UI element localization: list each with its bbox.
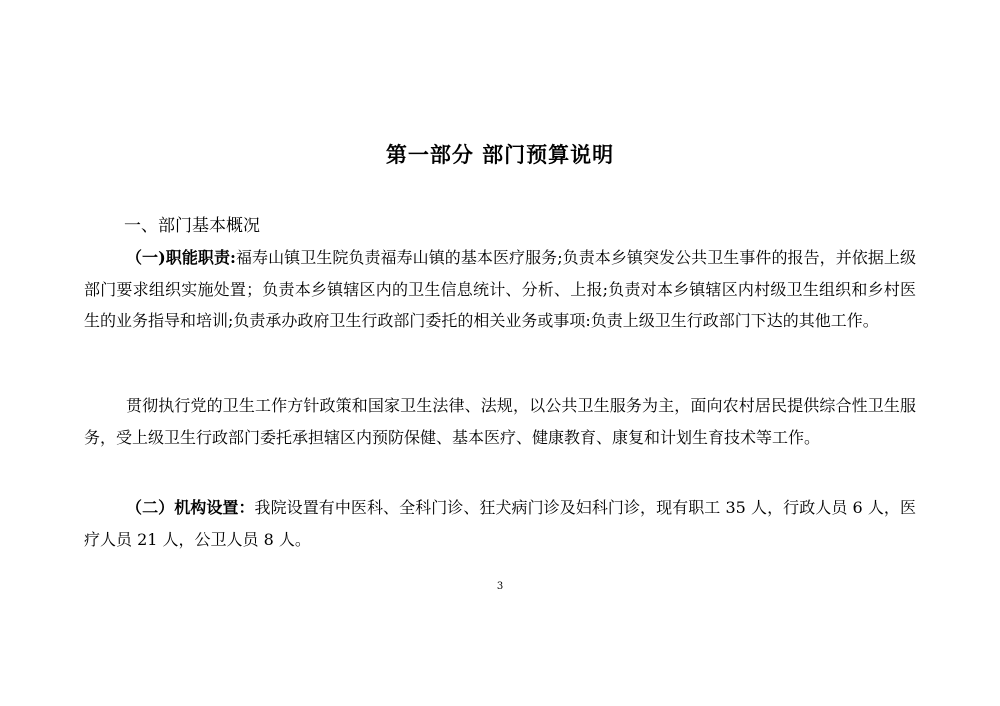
duties-text: 福寿山镇卫生院负责福寿山镇的基本医疗服务;负责本乡镇突发公共卫生事件的报告，并依据上级部门要求组织实施处置；负责本乡镇辖区内的卫生信息统计、分析、上报;负责对本乡镇辖区内村级卫生组织和乡村医生的业务指导和培训;负责承办政府卫生行政部门委托的相关业务或事项:负责上级卫生行政部门下达的其他工作。 (84, 248, 916, 330)
organization-text: 我院设置有中医科、全科门诊、狂犬病门诊及妇科门诊，现有职工 35 人，行政人员 6 人，医疗人员 21 人，公卫人员 8 人。 (84, 498, 916, 549)
policy-text: 贯彻执行党的卫生工作方针政策和国家卫生法律、法规，以公共卫生服务为主，面向农村居民提供综合性卫生服务，受上级卫生行政部门委托承担辖区内预防保健、基本医疗、健康教育、康复和计划生育技术等工作。 (84, 396, 916, 447)
page-title: 第一部分 部门预算说明 (385, 142, 615, 167)
duties-label: （一)职能职责: (126, 248, 236, 267)
organization-label: （二）机构设置： (126, 498, 255, 517)
paragraph-organization (84, 492, 916, 555)
page-number: 3 (496, 581, 504, 592)
paragraph-duties (84, 242, 916, 337)
paragraph-policy (84, 390, 916, 453)
section-heading: 一、部门基本概况 (124, 216, 260, 236)
